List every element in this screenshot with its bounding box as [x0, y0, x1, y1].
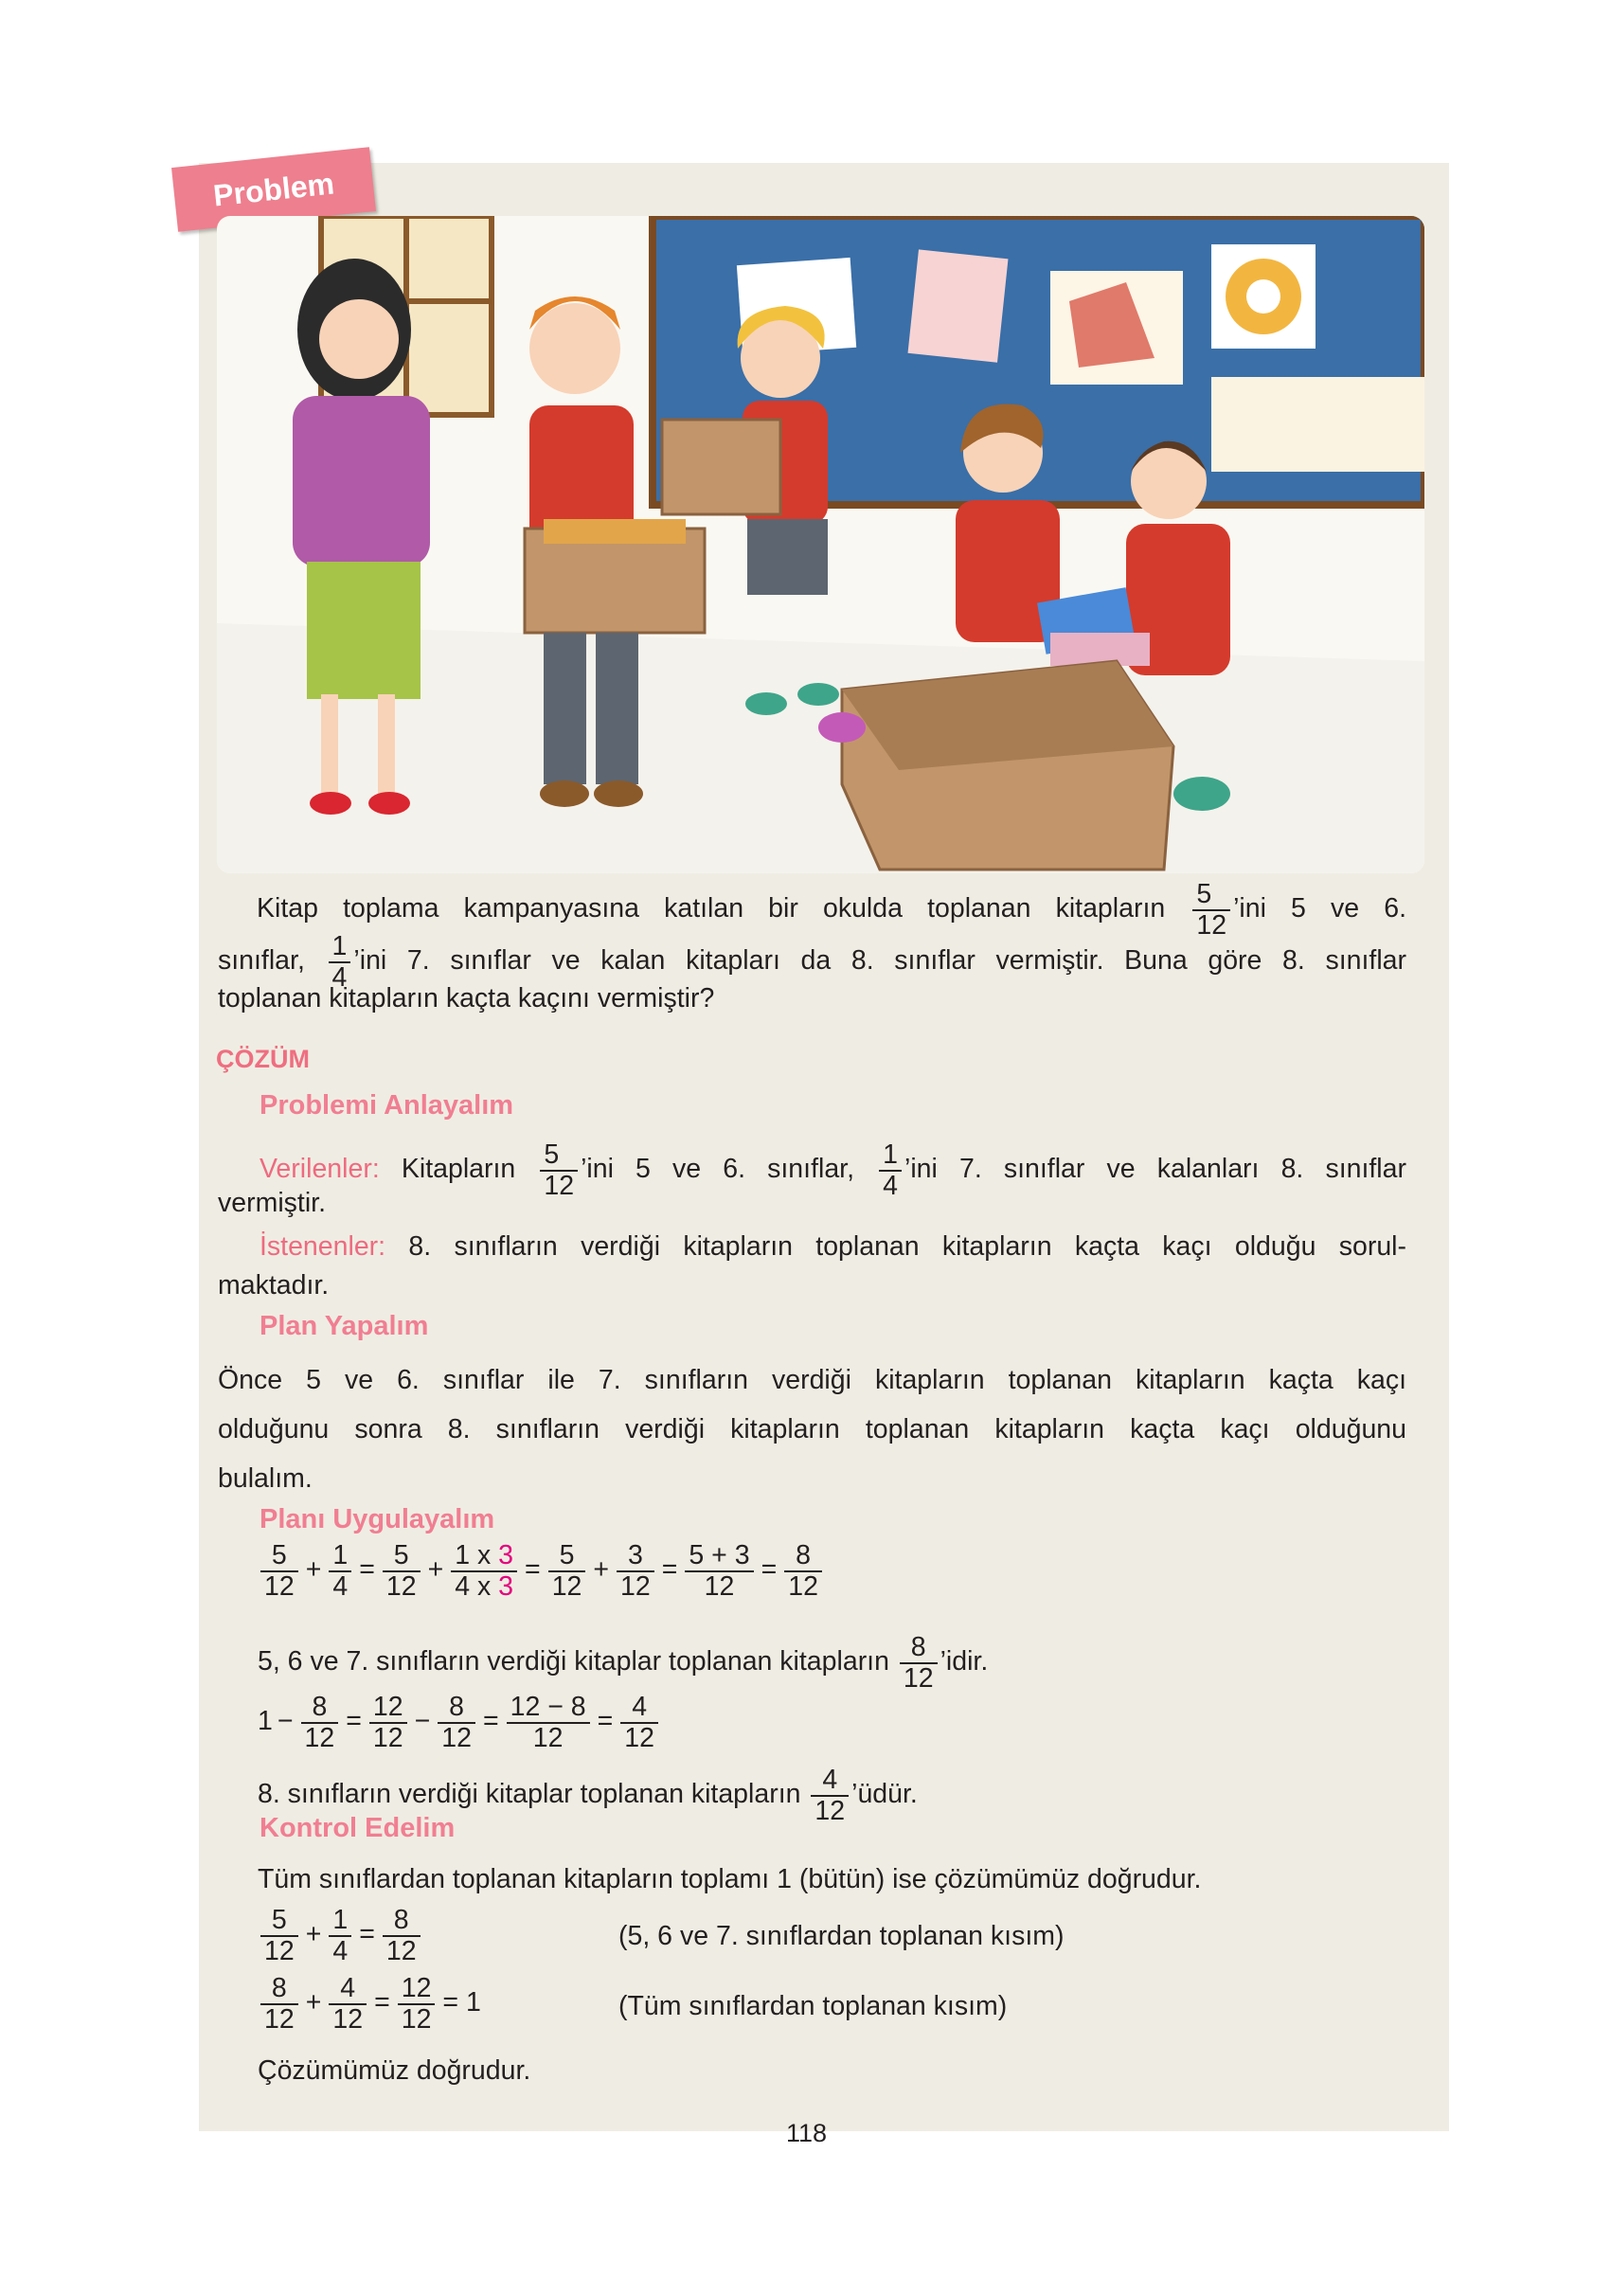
fraction-4-12 [811, 1767, 849, 1824]
givens-label: Verilenler: [260, 1154, 380, 1185]
numerator: 12 − 8 [507, 1694, 590, 1724]
plan-line-1 [218, 1364, 1406, 1396]
check-equation-2: $\frac{8}{12}$ + $\frac{4}{12}$ = $\frac{12}{12}$ = 1 [258, 1975, 486, 2033]
wanted-line [260, 1230, 1406, 1263]
numerator: 5 + 3 [685, 1542, 753, 1572]
denominator: 4 [332, 1935, 349, 1966]
denominator: 12 [704, 1570, 735, 1602]
denominator: 12 [264, 1570, 295, 1602]
problem-text: ’ini 7. sınıflar ve kalan kitapları da 8. sınıflar vermiştir. Buna göre 8. sınıflar [353, 945, 1407, 977]
plan-text: Önce 5 ve 6. sınıflar ile 7. sınıfların verdiği kitapların toplanan kitapların kaçta kaçı [218, 1365, 1406, 1395]
wanted-text: 8. sınıfların verdiği kitapların toplanan kitapların kaçta kaçı olduğu sorul- [408, 1231, 1407, 1262]
fraction [548, 1542, 586, 1600]
result-text: ’idir. [940, 1646, 989, 1677]
heading-understand: Problemi Anlayalım [260, 1090, 514, 1121]
equals-one: = 1 [442, 1987, 481, 2018]
denominator: 12 [332, 2003, 364, 2035]
numerator: 8 [301, 1694, 339, 1724]
fraction [329, 1542, 351, 1600]
numerator: 5 [383, 1542, 421, 1572]
heading-apply: Planı Uygulayalım [260, 1504, 495, 1534]
fraction [369, 1694, 407, 1751]
denominator: 4 x [455, 1570, 499, 1602]
fraction [260, 1907, 298, 1964]
fraction-expanded [451, 1542, 517, 1600]
classroom-illustration [217, 216, 1424, 873]
denominator: 12 [544, 1170, 575, 1201]
control-text: Tüm sınıflardan toplanan kitapların toplamı 1 (bütün) ise çözümümüz doğrudur. [258, 1864, 1202, 1894]
problem-line-1 [257, 879, 1407, 941]
denominator: 12 [441, 1722, 472, 1753]
numerator: 5 [548, 1542, 586, 1572]
equation-sum: $\frac{5}{12}$ + $\frac{1}{4}$ = $\frac{5}{12}$ + $\frac{1 x 3}{4 x 3}$ = $\frac{5}{12}$ + $\frac{3}{12}$ = $\frac{5 + 3}{12}$ = $\frac{8}{12}$ [258, 1542, 825, 1600]
fraction [617, 1542, 654, 1600]
heading-check: Kontrol Edelim [260, 1813, 456, 1843]
givens-line [260, 1141, 1406, 1199]
fraction [620, 1694, 658, 1751]
conclusion: Çözümümüz doğrudur. [258, 2055, 531, 2086]
givens-line-2: vermiştir. [218, 1188, 326, 1218]
fraction-5-12 [1192, 881, 1230, 939]
result-sentence-1 [258, 1634, 988, 1692]
denominator: 4 [331, 961, 348, 993]
numerator: 8 [260, 1975, 298, 2005]
multiplier: 3 [498, 1570, 514, 1602]
denominator: 12 [385, 1570, 417, 1602]
numerator: 8 [784, 1542, 822, 1572]
denominator: 12 [620, 1570, 651, 1602]
denominator: 12 [304, 1722, 335, 1753]
plan-text: olduğunu sonra 8. sınıfların verdiği kitapların toplanan kitapların kaçta kaçı olduğunu [218, 1414, 1406, 1444]
givens-text: ’ini 5 ve 6. sınıflar, [581, 1154, 855, 1185]
wanted-line-2: maktadır. [218, 1270, 330, 1300]
numerator: 3 [617, 1542, 654, 1572]
denominator: 4 [332, 1570, 349, 1602]
result-text: 8. sınıfların verdiği kitaplar toplanan kitapların [258, 1779, 801, 1810]
fraction-1-4 [879, 1141, 902, 1199]
heading-plan: Plan Yapalım [260, 1311, 429, 1341]
denominator: 12 [814, 1795, 846, 1826]
numerator: 1 x [455, 1540, 499, 1570]
fraction [301, 1694, 339, 1751]
fraction [329, 1975, 367, 2033]
result-text: ’üdür. [851, 1779, 918, 1810]
numerator: 4 [811, 1767, 849, 1797]
numerator: 5 [1192, 881, 1230, 911]
plan-line-2 [218, 1413, 1406, 1445]
check-equation-1: $\frac{5}{12}$ + $\frac{1}{4}$ = $\frac{8}{12}$ [258, 1907, 423, 1964]
denominator: 12 [551, 1570, 582, 1602]
numerator: 5 [540, 1141, 578, 1172]
numerator: 12 [369, 1694, 407, 1724]
solution-title: ÇÖZÜM [216, 1045, 310, 1073]
plan-line-3: bulalım. [218, 1463, 313, 1494]
problem-banner: Problem [171, 147, 376, 232]
fraction [383, 1542, 421, 1600]
check-note-1: (5, 6 ve 7. sınıflardan toplanan kısım) [618, 1921, 1065, 1951]
equation-difference: 1 − $\frac{8}{12}$ = $\frac{12}{12}$ − $\frac{8}{12}$ = $\frac{12 - 8}{12}$ = $\frac{4}{12}$ [258, 1694, 661, 1751]
page-number: 118 [786, 2119, 828, 2147]
problem-line-3: toplanan kitapların kaçta kaçını vermiştir? [218, 983, 715, 1013]
numerator: 8 [438, 1694, 475, 1724]
numerator: 8 [900, 1634, 938, 1664]
denominator: 12 [903, 1662, 934, 1694]
problem-text: sınıflar, [218, 945, 305, 977]
one: 1 [258, 1706, 273, 1737]
givens-text: Kitapların [401, 1154, 516, 1185]
fraction [260, 1975, 298, 2033]
fraction [784, 1542, 822, 1600]
fraction-8-12 [900, 1634, 938, 1692]
numerator: 1 [879, 1141, 902, 1172]
givens-text: ’ini 7. sınıflar ve kalanları 8. sınıflar [904, 1154, 1406, 1185]
denominator: 12 [372, 1722, 403, 1753]
numerator: 1 [329, 933, 351, 963]
denominator: 12 [624, 1722, 654, 1753]
numerator: 5 [260, 1907, 298, 1937]
fraction-5-12 [540, 1141, 578, 1199]
check-note-2: (Tüm sınıflardan toplanan kısım) [618, 1991, 1008, 2021]
fraction [507, 1694, 590, 1751]
result-text: 5, 6 ve 7. sınıfların verdiği kitaplar toplanan kitapların [258, 1646, 889, 1677]
numerator: 4 [329, 1975, 367, 2005]
multiplier: 3 [498, 1540, 514, 1570]
denominator: 12 [1196, 909, 1227, 941]
fraction [329, 1907, 351, 1964]
fraction [383, 1907, 421, 1964]
denominator: 12 [401, 2003, 432, 2035]
classroom-book-collection-icon [217, 216, 1424, 873]
denominator: 12 [264, 2003, 295, 2035]
fraction [685, 1542, 753, 1600]
numerator: 12 [398, 1975, 436, 2005]
fraction [438, 1694, 475, 1751]
numerator: 8 [383, 1907, 421, 1937]
denominator: 12 [532, 1722, 564, 1753]
numerator: 5 [260, 1542, 298, 1572]
denominator: 12 [385, 1935, 417, 1966]
denominator: 12 [264, 1935, 295, 1966]
numerator: 4 [620, 1694, 658, 1724]
fraction [398, 1975, 436, 2033]
wanted-label: İstenenler: [260, 1231, 386, 1262]
numerator: 1 [329, 1542, 351, 1572]
denominator: 12 [788, 1570, 818, 1602]
denominator: 4 [883, 1170, 898, 1201]
problem-text: ’ini 5 ve 6. [1233, 893, 1407, 924]
numerator: 1 [329, 1907, 351, 1937]
problem-text: Kitap toplama kampanyasına katılan bir okulda toplanan kitapların [257, 893, 1166, 924]
fraction [260, 1542, 298, 1600]
